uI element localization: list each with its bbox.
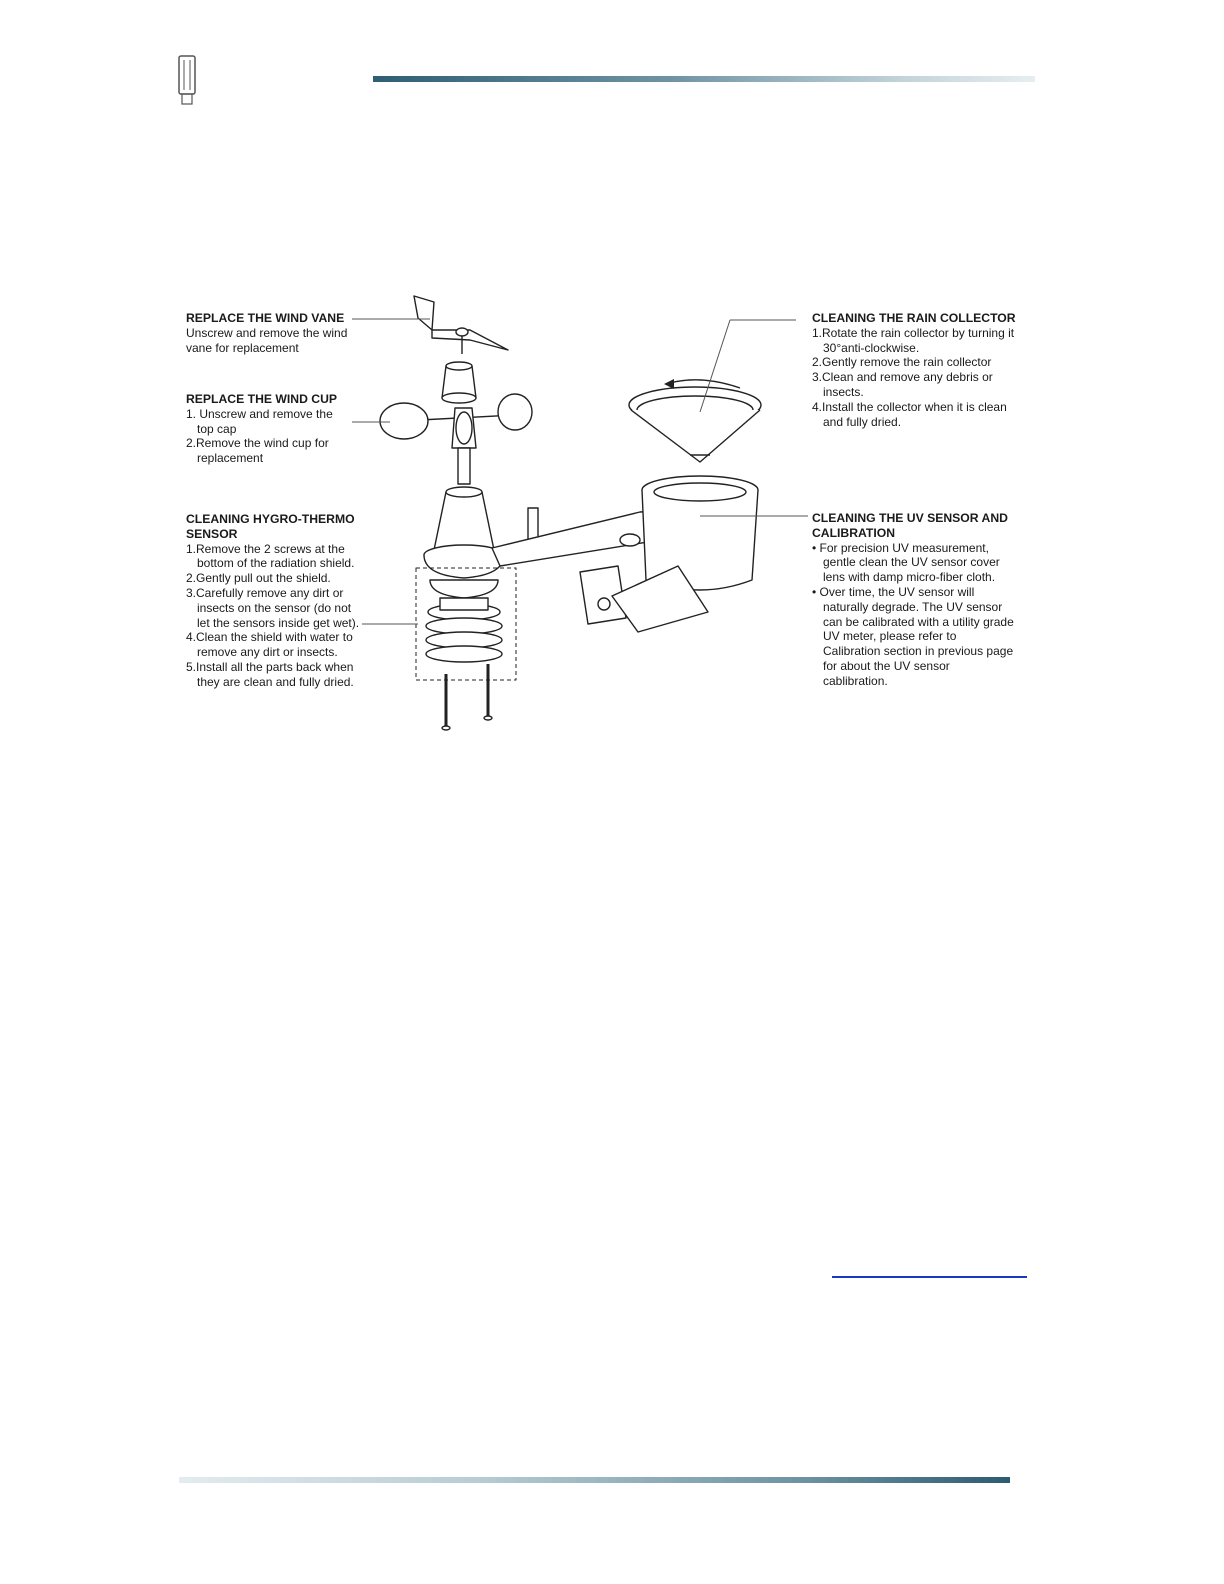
hygro-thermo-callout	[186, 512, 366, 690]
rain-step: 4.Install the collector when it is clean and fully dried.	[812, 399, 1007, 429]
hygro-thermo-title: CLEANING HYGRO-THERMO SENSOR	[186, 512, 355, 541]
uv-step: • Over time, the UV sensor will naturally degrade. The UV sensor can be calibrated with a utility grade UV meter, please refer to Calibration section in previous page for about the UV sensor cablibration.	[812, 584, 1014, 688]
hygro-step: 3.Carefully remove any dirt or insects on the sensor (do not let the sensors inside get wet).	[186, 585, 360, 630]
wind-cup-title: REPLACE THE WIND CUP	[186, 392, 337, 406]
hygro-step: 5.Install all the parts back when they are clean and fully dried.	[186, 659, 354, 689]
wind-cup-step: 2.Remove the wind cup for replacement	[186, 436, 329, 466]
hygro-step: 2.Gently pull out the shield.	[186, 571, 331, 586]
footer-rule	[179, 1477, 1010, 1483]
wind-vane-title: REPLACE THE WIND VANE	[186, 311, 345, 325]
wind-cup-illustration	[380, 394, 532, 484]
screws-illustration	[442, 664, 492, 730]
uv-sensor-callout	[812, 511, 1017, 689]
rain-step: 1.Rotate the rain collector by turning it 30°anti-clockwise.	[812, 325, 1015, 355]
rain-collector-illustration	[629, 387, 761, 462]
rain-step: 2.Gently remove the rain collector	[812, 355, 992, 370]
rain-gauge-bucket-illustration	[642, 476, 758, 590]
wind-vane-line: vane for replacement	[186, 340, 299, 355]
wind-vane-line: Unscrew and remove the wind	[186, 325, 348, 340]
wind-vane-callout	[186, 311, 366, 355]
wind-cup-callout	[186, 392, 346, 466]
rain-step: 3.Clean and remove any debris or insects.	[812, 370, 993, 399]
hyperlink-underline[interactable]	[832, 1276, 1027, 1278]
wind-vane-illustration	[414, 296, 508, 354]
top-cap-illustration	[442, 362, 476, 403]
rain-collector-callout	[812, 311, 1022, 429]
hygro-step: 1.Remove the 2 screws at the bottom of the radiation shield.	[186, 541, 355, 571]
radiation-shield-illustration	[426, 598, 502, 662]
uv-sensor-title: CLEANING THE UV SENSOR AND CALIBRATION	[812, 511, 1008, 540]
uv-step: • For precision UV measurement, gentle clean the UV sensor cover lens with damp micro-fiber cloth.	[812, 540, 1000, 585]
rain-collector-title: CLEANING THE RAIN COLLECTOR	[812, 311, 1016, 325]
hygro-step: 4.Clean the shield with water to remove any dirt or insects.	[186, 630, 353, 660]
wind-cup-step: 1. Unscrew and remove the top cap	[186, 406, 333, 436]
